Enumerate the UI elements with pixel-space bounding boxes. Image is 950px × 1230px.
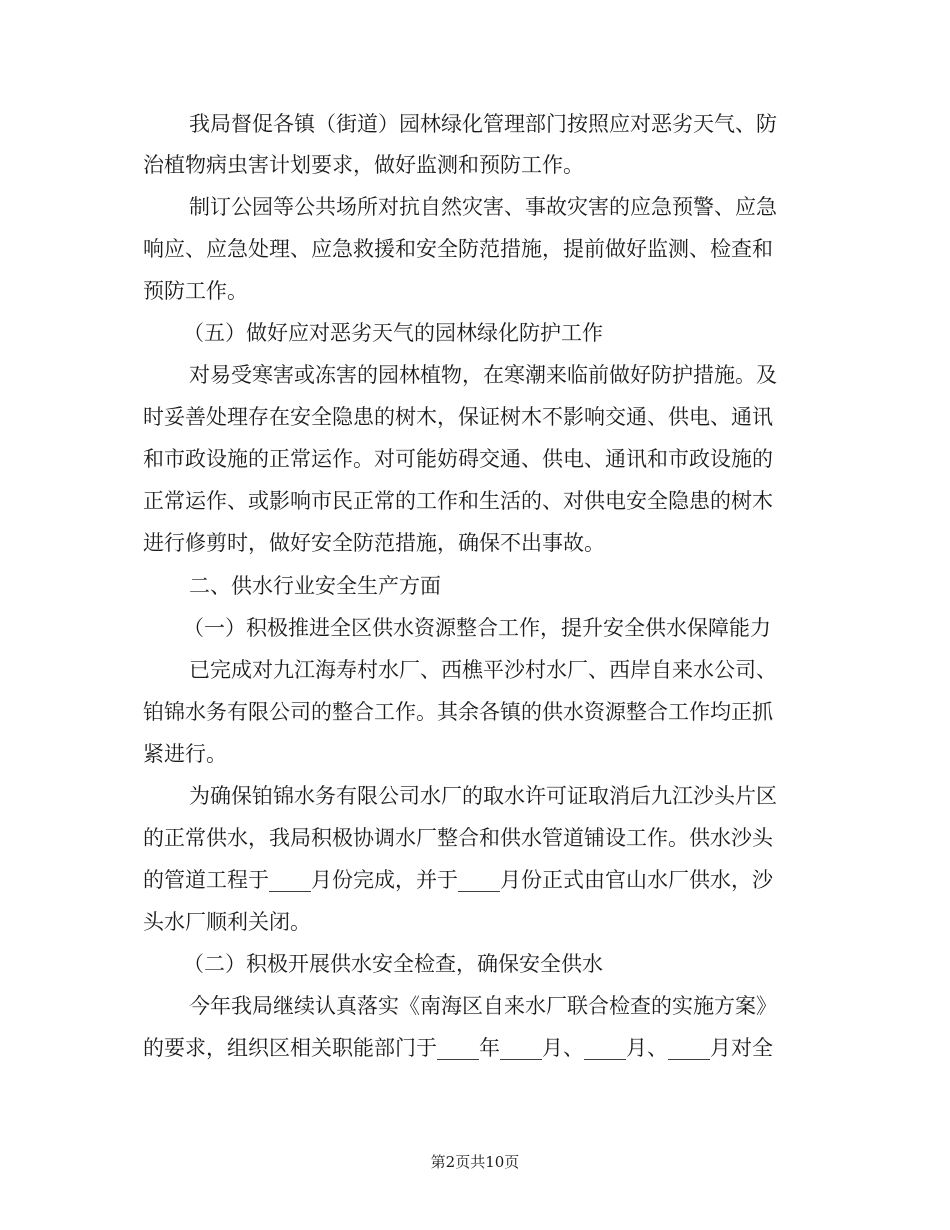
- section-heading: 二、供水行业安全生产方面: [189, 574, 441, 598]
- paragraph-line: 进行修剪时，做好安全防范措施，确保不出事故。: [143, 531, 605, 555]
- paragraph-line: 今年我局继续认真落实《南海区自来水厂联合检查的实施方案》: [189, 994, 777, 1018]
- paragraph-line: 为确保铂锦水务有限公司水厂的取水许可证取消后九江沙头片区: [189, 784, 777, 808]
- paragraph-line: 时妥善处理存在安全隐患的树木，保证树木不影响交通、供电、通讯: [143, 405, 773, 429]
- paragraph-line: 我局督促各镇（街道）园林绿化管理部门按照应对恶劣天气、防: [189, 112, 777, 136]
- paragraph-line: 预防工作。: [143, 279, 248, 303]
- paragraph-line: 治植物病虫害计划要求，做好监测和预防工作。: [143, 153, 584, 177]
- section-heading: （五）做好应对恶劣天气的园林绿化防护工作: [183, 321, 603, 345]
- paragraph-line: 对易受寒害或冻害的园林植物，在寒潮来临前做好防护措施。及: [189, 363, 777, 387]
- paragraph-line: 头水厂顺利关闭。: [143, 910, 311, 934]
- paragraph-line: 正常运作、或影响市民正常的工作和生活的、对供电安全隐患的树木: [143, 489, 773, 513]
- paragraph-line: 的管道工程于____月份完成，并于____月份正式由官山水厂供水，沙: [143, 868, 773, 892]
- paragraph-line: 制订公园等公共场所对抗自然灾害、事故灾害的应急预警、应急: [189, 195, 777, 219]
- paragraph-line: 紧进行。: [143, 742, 227, 766]
- paragraph-line: 和市政设施的正常运作。对可能妨碍交通、供电、通讯和市政设施的: [143, 447, 773, 471]
- page-number: 第2页共10页: [430, 1153, 520, 1171]
- paragraph-line: 响应、应急处理、应急救援和安全防范措施，提前做好监测、检查和: [143, 237, 773, 261]
- paragraph-line: 的要求，组织区相关职能部门于____年____月、____月、____月对全: [143, 1036, 773, 1060]
- paragraph-line: 的正常供水，我局积极协调水厂整合和供水管道铺设工作。供水沙头: [143, 826, 773, 850]
- section-heading: （一）积极推进全区供水资源整合工作，提升安全供水保障能力: [183, 616, 771, 640]
- paragraph-line: 已完成对九江海寿村水厂、西樵平沙村水厂、西岸自来水公司、: [189, 658, 777, 682]
- section-heading: （二）积极开展供水安全检查，确保安全供水: [183, 952, 603, 976]
- paragraph-line: 铂锦水务有限公司的整合工作。其余各镇的供水资源整合工作均正抓: [143, 700, 773, 724]
